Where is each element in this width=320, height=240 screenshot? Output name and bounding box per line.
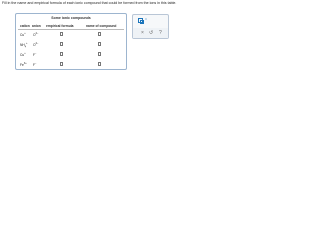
table-row [16,41,126,51]
anion-cell: $O^{2-}$ [33,41,39,47]
superscript-box-icon[interactable]: □ [145,17,147,22]
anion-cell: F− [33,61,37,67]
ionic-compounds-table [15,13,127,70]
compound-name-input[interactable] [98,62,101,66]
compound-name-input[interactable] [98,42,101,46]
help-button[interactable]: ? [159,30,162,36]
anion-cell: $O^{2-}$ [33,31,39,37]
header-divider [18,29,124,30]
template-box-icon[interactable] [138,18,143,23]
empirical-formula-input[interactable] [60,62,63,66]
cation-cell: $Fe^{3+}$ [20,61,27,67]
compound-name-input[interactable] [98,32,101,36]
cation-cell: Cu+ [20,51,26,57]
table-row [16,31,126,41]
instruction-text: Fill in the name and empirical formula of each ionic compound that could be formed from the ions in this table. [2,1,177,5]
header-empirical-formula: empirical formula [46,23,74,28]
cation-cell: Cu+ [20,31,26,37]
table-row [16,51,126,61]
compound-name-input[interactable] [98,52,101,56]
table-title: Some ionic compounds [51,16,91,20]
header-name: name of compound [86,23,117,28]
header-anion: anion [32,23,41,28]
empirical-formula-input[interactable] [60,42,63,46]
anion-cell: F− [33,51,37,57]
cation-cell: $NH_4^+$ [20,41,28,49]
empirical-formula-input[interactable] [60,32,63,36]
undo-button[interactable]: ↺ [149,30,154,36]
clear-button[interactable]: × [141,30,144,36]
answer-tools-panel [132,14,169,39]
header-cation: cation [20,23,30,28]
empirical-formula-input[interactable] [60,52,63,56]
table-row [16,61,126,71]
